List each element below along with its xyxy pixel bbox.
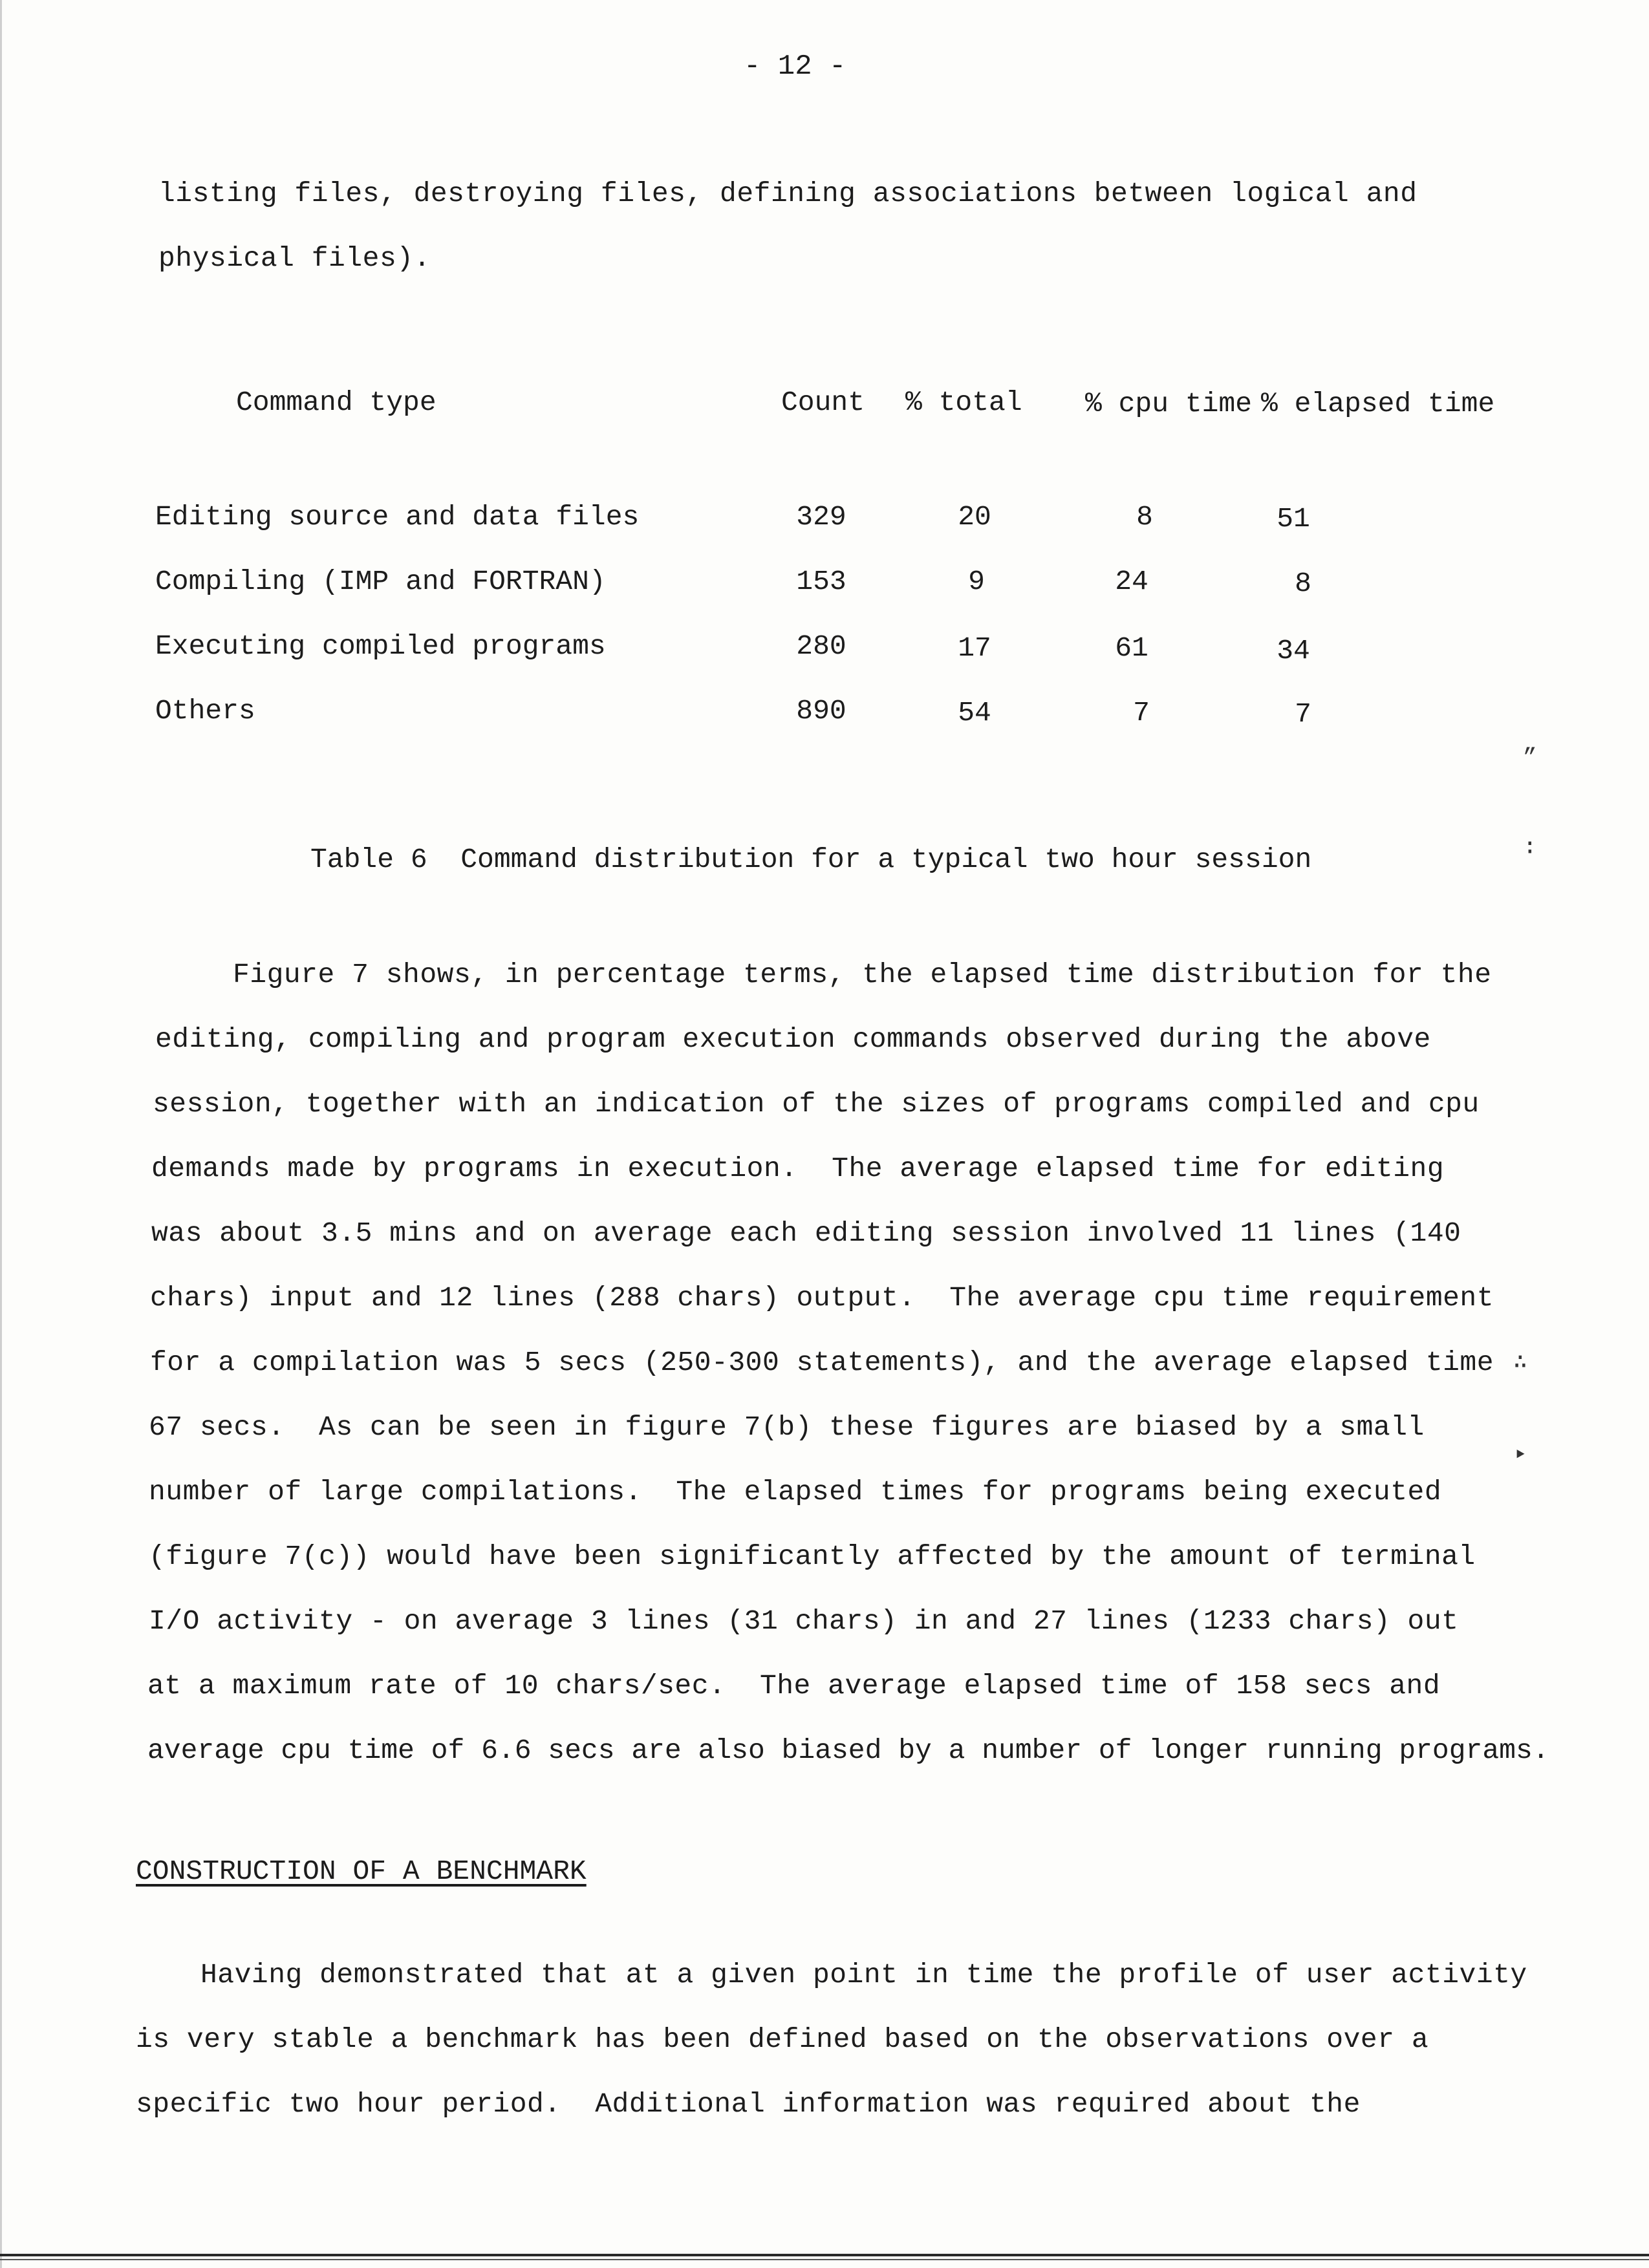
paragraph-line: 67 secs. As can be seen in figure 7(b) these figures are biased by a small (149, 1411, 1425, 1443)
paragraph-line: Having demonstrated that at a given point in time the profile of user activity (200, 1959, 1527, 1991)
paragraph-line: (figure 7(c)) would have been significantly affected by the amount of terminal (149, 1541, 1476, 1572)
table-cell-count: 890 (796, 695, 846, 727)
table-cell-pct-total: 54 (958, 697, 991, 729)
table-cell-pct-elapsed: 34 (1277, 635, 1310, 667)
table-cell-pct-total: 20 (958, 501, 991, 533)
table-cell-pct-cpu: 61 (1115, 632, 1148, 664)
paragraph-line: specific two hour period. Additional information was required about the (136, 2088, 1361, 2120)
table-cell-pct-elapsed: 51 (1277, 503, 1310, 535)
section-heading: CONSTRUCTION OF A BENCHMARK (136, 1856, 587, 1887)
intro-line: physical files). (158, 242, 431, 274)
table-cell-pct-cpu: 24 (1115, 566, 1148, 597)
scan-speck: ‣ (1513, 1443, 1527, 1470)
table-cell-type: Compiling (IMP and FORTRAN) (155, 566, 606, 597)
table-cell-pct-cpu: 7 (1133, 697, 1150, 729)
page-bottom-rule-shadow (0, 2259, 1649, 2260)
paragraph-line: chars) input and 12 lines (288 chars) output. The average cpu time requirement (150, 1282, 1494, 1314)
page-edge (0, 0, 2, 2268)
paragraph-line: number of large compilations. The elapsed times for programs being executed (149, 1476, 1442, 1508)
table-cell-pct-total: 17 (958, 632, 991, 664)
table-header-pct-elapsed: % elapsed time (1261, 388, 1495, 420)
table-cell-count: 329 (796, 501, 846, 533)
paragraph-line: for a compilation was 5 secs (250-300 statements), and the average elapsed time (150, 1347, 1494, 1378)
table-cell-count: 280 (796, 630, 846, 662)
intro-line: listing files, destroying files, defining associations between logical and (158, 178, 1417, 209)
paragraph-line: at a maximum rate of 10 chars/sec. The average elapsed time of 158 secs and (147, 1670, 1441, 1702)
table-caption: Table 6 Command distribution for a typical two hour session (310, 844, 1312, 875)
paragraph-line: was about 3.5 mins and on average each editing session involved 11 lines (140 (151, 1217, 1461, 1249)
paragraph-line: session, together with an indication of the sizes of programs compiled and cpu (153, 1088, 1480, 1120)
paragraph-line: is very stable a benchmark has been defined based on the observations over a (136, 2024, 1429, 2055)
table-cell-type: Executing compiled programs (155, 630, 606, 662)
page-number: - 12 - (744, 50, 846, 83)
paragraph-line: editing, compiling and program execution commands observed during the above (155, 1023, 1431, 1055)
table-header-pct-cpu: % cpu time (1085, 388, 1253, 420)
paragraph-line: I/O activity - on average 3 lines (31 chars) in and 27 lines (1233 chars) out (149, 1605, 1459, 1637)
table-header-command-type: Command type (236, 387, 436, 418)
table-header-count: Count (781, 387, 865, 418)
paragraph-line: average cpu time of 6.6 secs are also biased by a number of longer running programs. (147, 1735, 1549, 1766)
table-cell-pct-elapsed: 8 (1295, 568, 1311, 599)
scan-speck: ∴ (1513, 1349, 1527, 1376)
page-bottom-rule (0, 2254, 1649, 2256)
scan-speck: ∶ (1523, 835, 1537, 862)
table-cell-count: 153 (796, 566, 846, 597)
table-cell-type: Others (155, 695, 255, 727)
table-cell-pct-total: 9 (968, 566, 985, 597)
paragraph-line: demands made by programs in execution. The average elapsed time for editing (151, 1153, 1445, 1184)
table-cell-type: Editing source and data files (155, 501, 640, 533)
scan-speck: „ (1523, 731, 1537, 757)
table-header-pct-total: % total (905, 387, 1022, 418)
table-cell-pct-cpu: 8 (1136, 501, 1153, 533)
table-cell-pct-elapsed: 7 (1295, 698, 1311, 730)
paragraph-line: Figure 7 shows, in percentage terms, the elapsed time distribution for the (233, 959, 1492, 990)
